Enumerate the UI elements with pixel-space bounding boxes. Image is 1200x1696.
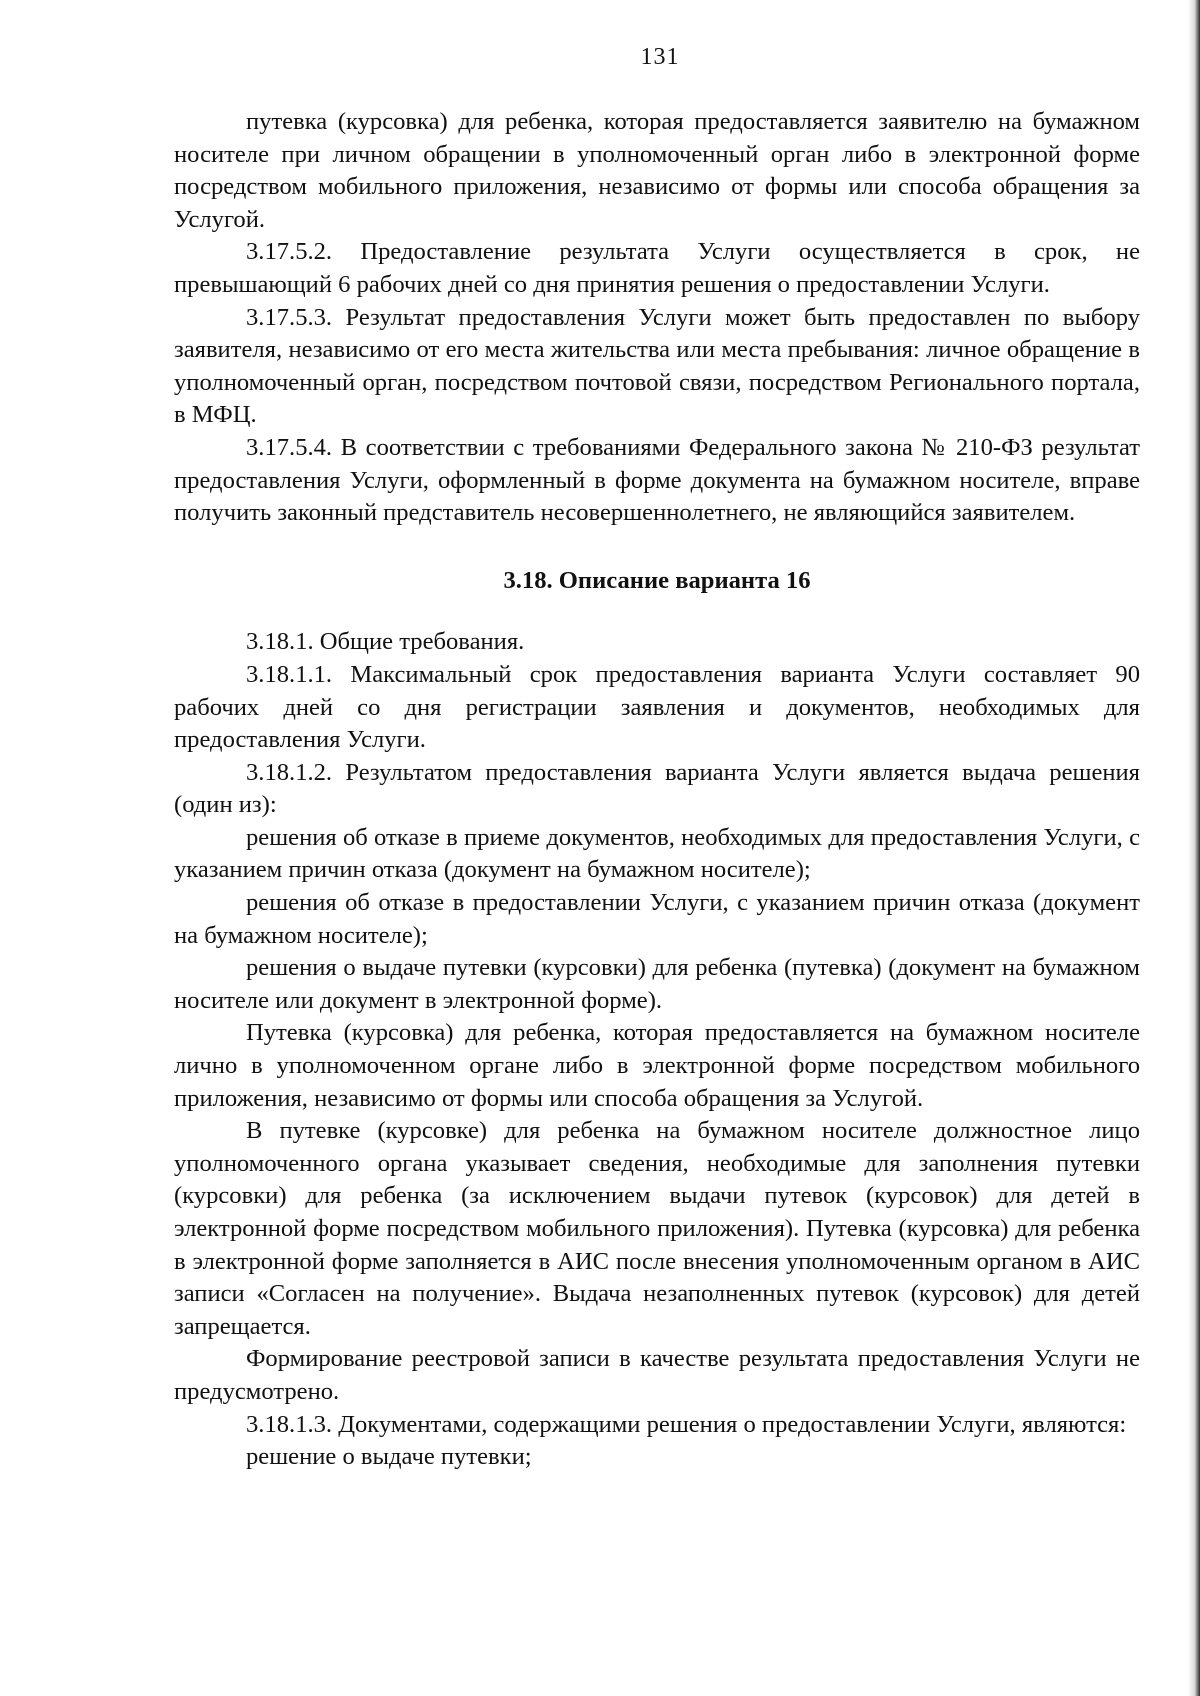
- paragraphs-top: [174, 106, 1140, 530]
- paragraph: решения об отказе в предоставлении Услуги, с указанием причин отказа (документ на бумажном носителе);: [174, 889, 1140, 949]
- paragraph: решения об отказе в приеме документов, необходимых для предоставления Услуги, с указанием причин отказа (документ на бумажном носителе);: [174, 823, 1140, 884]
- paragraph: решения о выдаче путевки (курсовки) для ребенка (путевка) (документ на бумажном носителе или документ в электронной форме).: [174, 954, 1140, 1014]
- paragraph: путевка (курсовка) для ребенка, которая предоставляется заявителю на бумажном носителе при личном обращении в уполномоченный орган либо в электронной форме посредством мобильного приложения, независимо от формы или способа обращения за Услугой.: [174, 108, 1140, 233]
- paragraph: 3.18.1.1. Максимальный срок предоставления варианта Услуги составляет 90 рабочих дней со дня регистрации заявления и документов, необходимых для предоставления Услуги.: [174, 660, 1140, 754]
- page-number: 131: [640, 44, 680, 70]
- scan-page-edge: [1188, 0, 1200, 1696]
- paragraph: Путевка (курсовка) для ребенка, которая предоставляется на бумажном носителе лично в уполномоченном органе либо в электронной форме посредством мобильного приложения, независимо от формы или способа обращения за Услугой.: [174, 1019, 1140, 1112]
- paragraph: 3.17.5.3. Результат предоставления Услуги может быть предоставлен по выбору заявителя, независимо от его места жительства или места пребывания: личное обращение в уполномоченный орган, посредством почтовой связи, посредством Регионального портала, в МФЦ.: [174, 303, 1140, 429]
- paragraph: Формирование реестровой записи в качестве результата предоставления Услуги не предусмотрено.: [174, 1345, 1140, 1405]
- paragraph: 3.18.1. Общие требования.: [246, 628, 525, 656]
- document-body: [174, 106, 1140, 1474]
- paragraph: 3.18.1.2. Результатом предоставления варианта Услуги является выдача решения (один из):: [174, 758, 1140, 819]
- paragraph: 3.17.5.4. В соответствии с требованиями Федерального закона № 210-ФЗ результат предоставления Услуги, оформленный в форме документа на бумажном носителе, вправе получить законный представитель несовершеннолетнего, не являющийся заявителем.: [174, 433, 1140, 527]
- paragraph: 3.18.1.3. Документами, содержащими решения о предоставлении Услуги, являются:: [246, 1410, 1127, 1438]
- paragraph: В путевке (курсовке) для ребенка на бумажном носителе должностное лицо уполномоченного органа указывает сведения, необходимые для заполнения путевки (курсовки) для ребенка (за исключением выдачи путевок (курсовок) для детей в электронной форме посредством мобильного приложения). Путевка (курсовка) для ребенка в электронной форме заполняется в АИС после внесения уполномоченным органом в АИС записи «Согласен на получение». Выдача незаполненных путевок (курсовок) для детей запрещается.: [174, 1117, 1140, 1340]
- paragraph: решение о выдаче путевки;: [246, 1443, 532, 1471]
- section-heading: 3.18. Описание варианта 16: [503, 566, 811, 594]
- paragraphs-bottom: [174, 626, 1140, 1473]
- paragraph: 3.17.5.2. Предоставление результата Услуги осуществляется в срок, не превышающий 6 рабочих дней со дня принятия решения о предоставлении Услуги.: [174, 238, 1140, 298]
